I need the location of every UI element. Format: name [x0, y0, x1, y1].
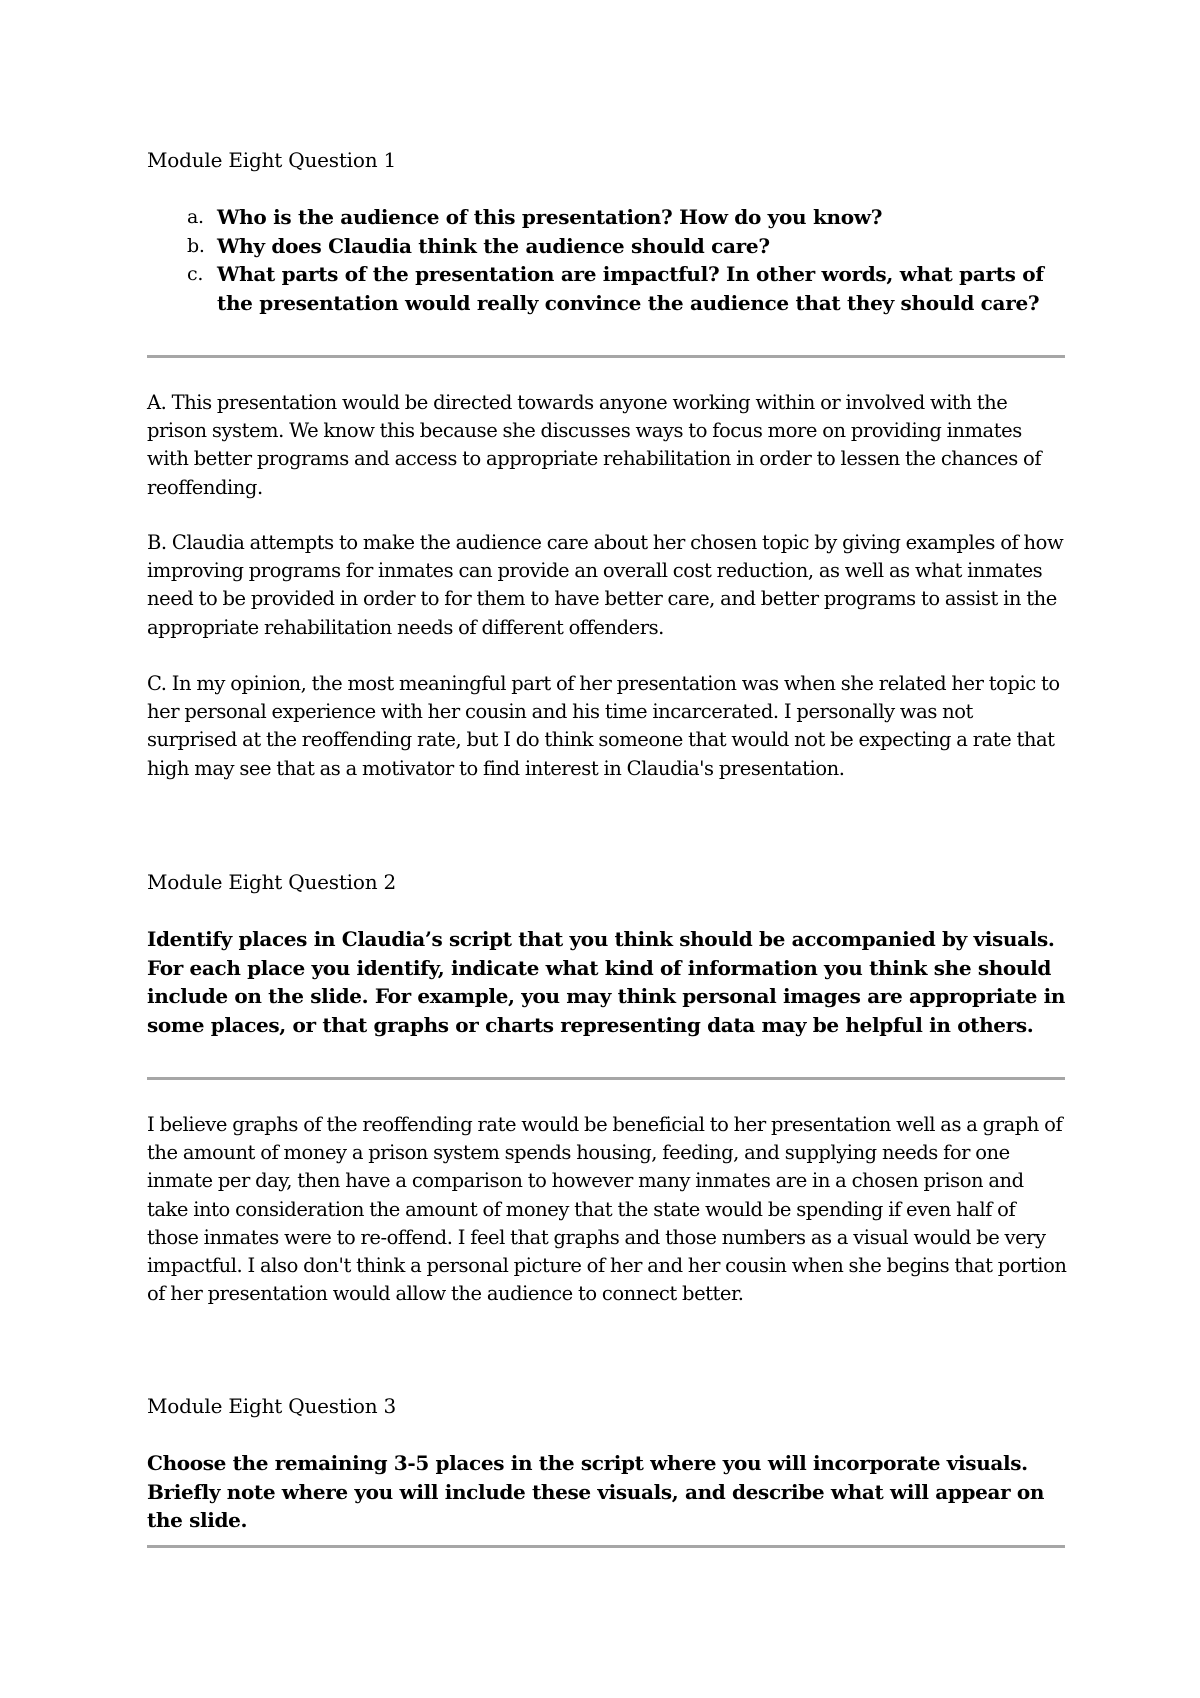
section-3-heading: Module Eight Question 3 — [147, 1394, 397, 1418]
question-a-text: Who is the audience of this presentation? How do you know? — [217, 205, 883, 229]
section-1-heading: Module Eight Question 1 — [147, 148, 397, 172]
question-c-text: What parts of the presentation are impactful? In other words, what parts of the presentation would really convince the audience that they should care? — [217, 262, 1044, 315]
question-c — [147, 260, 1067, 317]
answer-c: C. In my opinion, the most meaningful part of her presentation was when she related her topic to her personal experience with her cousin and his time incarcerated. I personally was not surprised at the reoffending rate, but I do think someone that would not be expecting a rate that high may see that as a motivator to find interest in Claudia's presentation. — [147, 672, 1060, 780]
answer-b: B. Claudia attempts to make the audience care about her chosen topic by giving examples of how improving programs for inmates can provide an overall cost reduction, as well as what inmates need to be provided in order to for them to have better care, and better programs to assist in the appropriate rehabilitation needs of different offenders. — [147, 531, 1064, 639]
section-3-prompt: Choose the remaining 3-5 places in the script where you will incorporate visuals. Briefly note where you will include these visuals, and describe what will appear on the slide. — [147, 1451, 1045, 1532]
section-1-question-list — [147, 203, 1067, 317]
section-2-heading: Module Eight Question 2 — [147, 870, 397, 894]
question-a-marker: a. — [187, 206, 204, 228]
question-b — [147, 232, 1067, 261]
question-b-marker: b. — [187, 234, 205, 257]
section-1-divider — [147, 355, 1065, 358]
answer-a: A. This presentation would be directed towards anyone working within or involved with the prison system. We know this because she discusses ways to focus more on providing inmates with better programs and access to appropriate rehabilitation in order to lessen the chances of reoffending. — [147, 391, 1042, 499]
question-a — [147, 203, 1067, 232]
section-3-divider — [147, 1545, 1065, 1548]
section-2-answer: I believe graphs of the reoffending rate would be beneficial to her presentation well as a graph of the amount of money a prison system spends housing, feeding, and supplying needs for one inmate per day, then have a comparison to however many inmates are in a chosen prison and take into consideration the amount of money that the state would be spending if even half of those inmates were to re-offend. I feel that graphs and those numbers as a visual would be very impactful. I also don't think a personal picture of her and her cousin when she begins that portion of her presentation would allow the audience to connect better. — [147, 1113, 1067, 1306]
question-c-marker: c. — [187, 263, 204, 285]
question-b-text: Why does Claudia think the audience should care? — [217, 233, 770, 258]
section-2-divider — [147, 1077, 1065, 1080]
section-2-prompt: Identify places in Claudia’s script that you think should be accompanied by visuals. For each place you identify, indicate what kind of information you think she should include on the slide. For example, you may think personal images are appropriate in some places, or that graphs or charts representing data may be helpful in others. — [147, 927, 1066, 1037]
